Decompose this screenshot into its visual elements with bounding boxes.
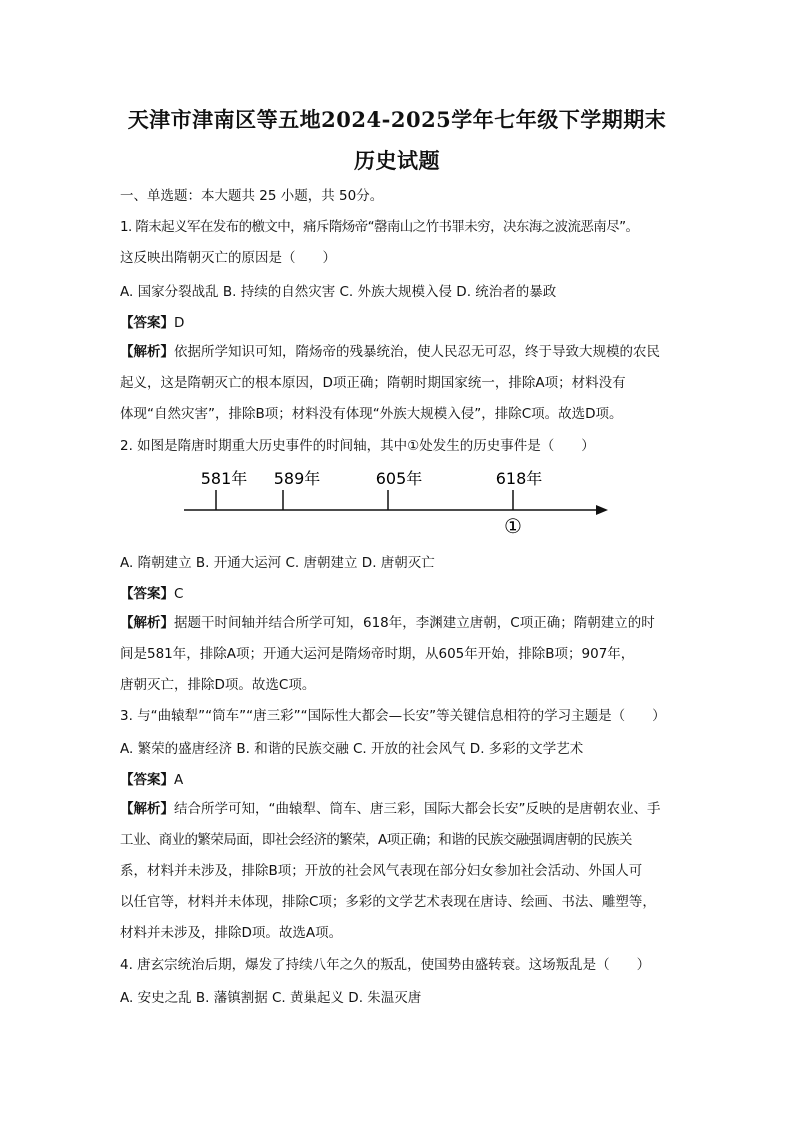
- analysis-label: 【解析】: [120, 801, 174, 817]
- q1-analysis-line2: 起义，这是隋朝灭亡的根本原因，D项正确；隋朝时期国家统一，排除A项；材料没有: [120, 375, 626, 391]
- section-heading: 一、单选题：本大题共 25 小题，共 50分。: [120, 188, 384, 204]
- q2-options: A. 隋朝建立 B. 开通大运河 C. 唐朝建立 D. 唐朝灭亡: [120, 555, 435, 571]
- q1-answer-value: D: [174, 315, 185, 331]
- timeline-marker: ①: [504, 514, 522, 538]
- answer-label: 【答案】: [120, 586, 174, 602]
- answer-label: 【答案】: [120, 315, 174, 331]
- timeline-label-605: 605年: [375, 469, 423, 488]
- q3-analysis-line4: 以任官等，材料并未体现，排除C项；多彩的文学艺术表现在唐诗、绘画、书法、雕塑等，: [120, 894, 656, 910]
- q1-analysis-line3: 体现“自然灾害”，排除B项；材料没有体现“外族大规模入侵”，排除C项。故选D项。: [120, 406, 623, 422]
- q3-answer: [120, 768, 183, 788]
- timeline-label-581: 581年: [200, 469, 248, 488]
- timeline-arrow-icon: [596, 505, 608, 515]
- q1-stem-line1: 1. 隋末起义军在发布的檄文中，痛斥隋炀帝“罄南山之竹书罪未穷，决东海之波流恶南尽”。: [120, 219, 639, 235]
- analysis-label: 【解析】: [120, 344, 174, 360]
- q1-analysis-text1: 依据所学知识可知，隋炀帝的残暴统治，使人民忍无可忍，终于导致大规模的农民: [174, 344, 660, 360]
- q3-analysis-text1: 结合所学可知，“曲辕犁、筒车、唐三彩，国际大都会长安”反映的是唐朝农业、手: [174, 801, 661, 817]
- exam-subtitle: 历史试题: [354, 148, 440, 173]
- timeline-figure: [180, 462, 620, 542]
- q3-analysis-line5: 材料并未涉及，排除D项。故选A项。: [120, 925, 343, 941]
- analysis-label: 【解析】: [120, 615, 174, 631]
- exam-title: 天津市津南区等五地2024-2025学年七年级下学期期末: [127, 107, 667, 132]
- q3-answer-value: A: [174, 772, 184, 788]
- q3-analysis-line1: [120, 799, 690, 819]
- q4-stem: 4. 唐玄宗统治后期，爆发了持续八年之久的叛乱，使国势由盛转衰。这场叛乱是（ ）: [120, 957, 651, 973]
- q3-analysis-line3: 系，材料并未涉及，排除B项；开放的社会风气表现在部分妇女参加社会活动、外国人可: [120, 863, 643, 879]
- q3-analysis-line2: 工业、商业的繁荣局面，即社会经济的繁荣，A项正确；和谐的民族交融强调唐朝的民族关: [120, 832, 632, 848]
- q2-answer: [120, 582, 183, 602]
- q1-options: A. 国家分裂战乱 B. 持续的自然灾害 C. 外族大规模入侵 D. 统治者的暴政: [120, 284, 557, 300]
- q1-answer: [120, 311, 184, 331]
- q3-options: A. 繁荣的盛唐经济 B. 和谐的民族交融 C. 开放的社会风气 D. 多彩的文学艺术: [120, 741, 584, 757]
- q3-stem: 3. 与“曲辕犁”“筒车”“唐三彩”“国际性大都会—长安”等关键信息相符的学习主题是（ ）: [120, 708, 666, 724]
- q2-analysis-line2: 间是581年，排除A项；开通大运河是隋炀帝时期，从605年开始，排除B项；907年，: [120, 646, 635, 662]
- q2-stem: 2. 如图是隋唐时期重大历史事件的时间轴，其中①处发生的历史事件是（ ）: [120, 438, 595, 454]
- q2-answer-value: C: [174, 586, 184, 602]
- timeline-label-589: 589年: [273, 469, 321, 488]
- q2-analysis-line3: 唐朝灭亡，排除D项。故选C项。: [120, 677, 316, 693]
- answer-label: 【答案】: [120, 772, 174, 788]
- q1-analysis-line1: [120, 342, 690, 362]
- timeline-label-618: 618年: [495, 469, 543, 488]
- q2-analysis-text1: 据题干时间轴并结合所学可知，618年，李渊建立唐朝，C项正确；隋朝建立的时: [174, 615, 655, 631]
- q2-analysis-line1: [120, 613, 690, 633]
- q4-options: A. 安史之乱 B. 藩镇割据 C. 黄巢起义 D. 朱温灭唐: [120, 990, 422, 1006]
- q1-stem-line2: 这反映出隋朝灭亡的原因是（ ）: [120, 250, 336, 266]
